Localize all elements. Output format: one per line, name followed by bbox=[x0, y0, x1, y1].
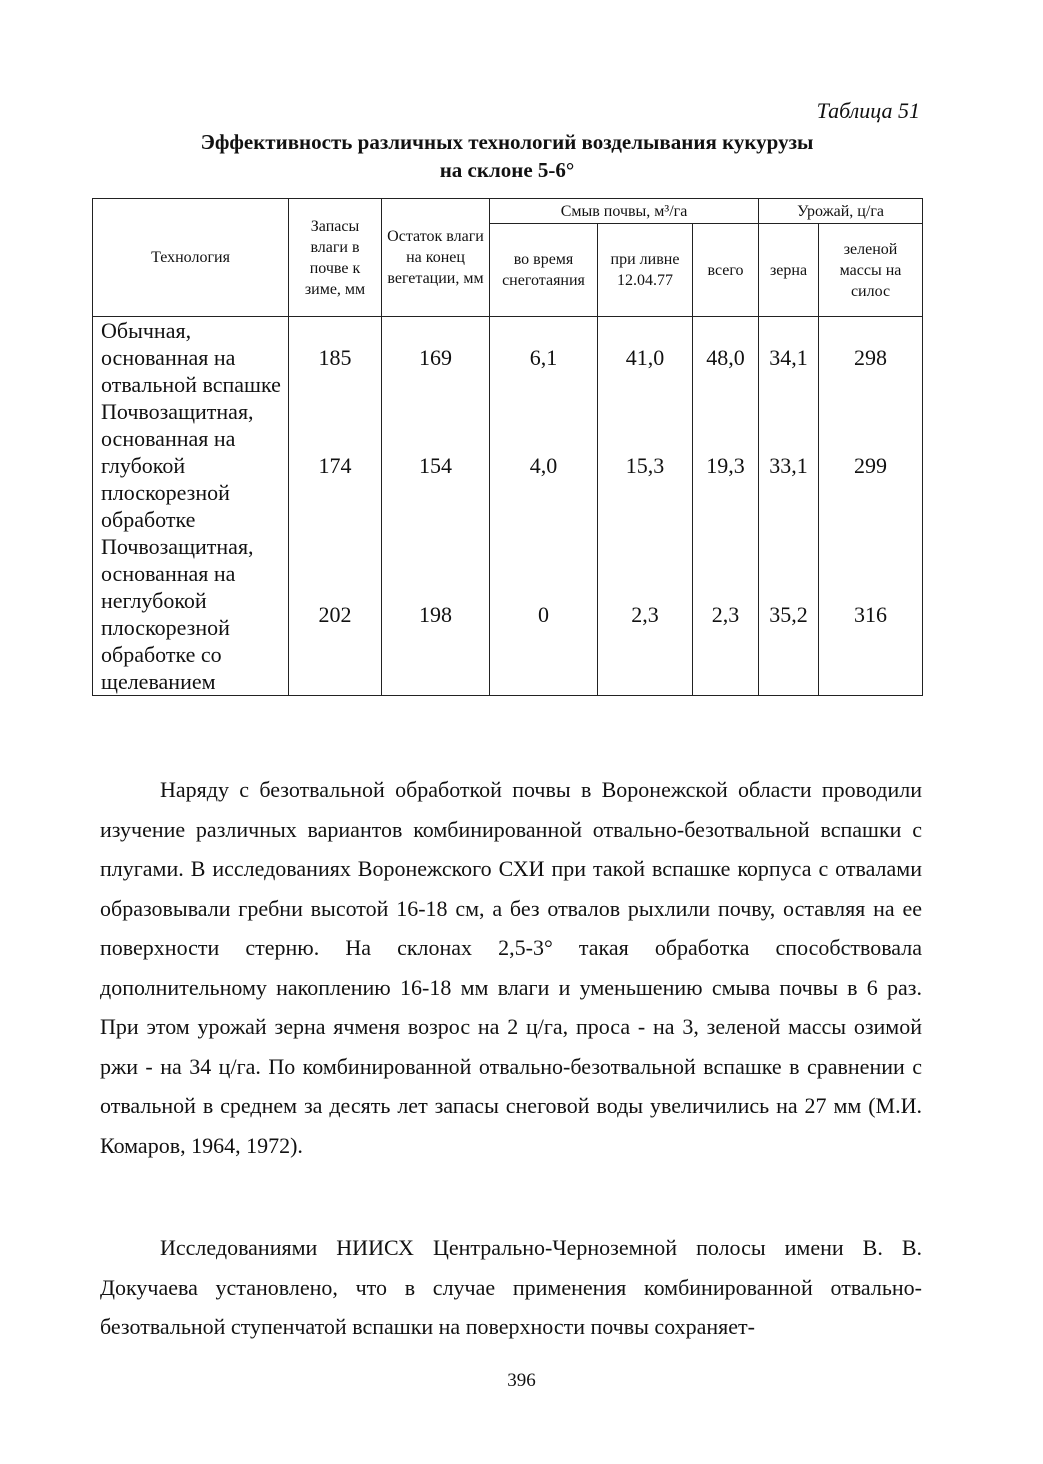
cell-moisture-end: 154 bbox=[382, 398, 490, 533]
header-yield-grain: зерна bbox=[759, 224, 819, 317]
page-number: 396 bbox=[507, 1370, 536, 1391]
body-paragraph-1 bbox=[100, 770, 922, 1165]
table-number-label: Таблица 51 bbox=[816, 98, 920, 123]
cell-moisture-winter: 174 bbox=[289, 398, 382, 533]
cell-moisture-winter: 185 bbox=[289, 317, 382, 399]
cell-moisture-end: 198 bbox=[382, 533, 490, 696]
header-erosion-group: Смыв почвы, м³/га bbox=[490, 199, 759, 224]
cell-yield-silage: 299 bbox=[819, 398, 923, 533]
header-moisture-end: Остаток влаги на конец вегетации, мм bbox=[382, 199, 490, 317]
header-yield-silage: зеленой массы на силос bbox=[819, 224, 923, 317]
cell-technology: Почвозащитная, основанная на глубокой плоскорезной обработке bbox=[93, 398, 289, 533]
header-erosion-rain: при ливне 12.04.77 bbox=[598, 224, 693, 317]
header-erosion-snowmelt: во время снеготаяния bbox=[490, 224, 598, 317]
cell-erosion-snowmelt: 0 bbox=[490, 533, 598, 696]
cell-erosion-rain: 2,3 bbox=[598, 533, 693, 696]
body-paragraph-2 bbox=[100, 1228, 922, 1347]
cell-yield-grain: 35,2 bbox=[759, 533, 819, 696]
cell-moisture-end: 169 bbox=[382, 317, 490, 399]
cell-erosion-total: 19,3 bbox=[693, 398, 759, 533]
cell-erosion-snowmelt: 4,0 bbox=[490, 398, 598, 533]
header-technology: Технология bbox=[93, 199, 289, 317]
cell-erosion-total: 48,0 bbox=[693, 317, 759, 399]
cell-technology: Почвозащитная, основанная на неглубокой плоскорезной обработке со щелеванием bbox=[93, 533, 289, 696]
table-row bbox=[93, 533, 923, 696]
table-title-line-2: на склоне 5-6° bbox=[439, 158, 575, 182]
cell-yield-silage: 298 bbox=[819, 317, 923, 399]
cell-erosion-total: 2,3 bbox=[693, 533, 759, 696]
header-yield-group: Урожай, ц/га bbox=[759, 199, 923, 224]
paragraph-text: Исследованиями НИИСХ Центрально-Черноземной полосы имени В. В. Докучаева установлено, что в случае применения комбинированной отвально-безотвальной ступенчатой вспашки на поверхности почвы сохраняет- bbox=[100, 1235, 922, 1339]
paragraph-text: Наряду с безотвальной обработкой почвы в Воронежской области проводили изучение различных вариантов комбинированной отвально-безотвальной вспашки с плугами. В исследованиях Воронежского СХИ при такой вспашке корпуса с отвалами образовывали гребни высотой 16-18 см, а без отвалов рыхлили почву, оставляя на ее поверхности стерню. На склонах 2,5-3° такая обработка способствовала дополнительному накоплению 16-18 мм влаги и уменьшению смыва почвы в 6 раз. При этом урожай зерна ячменя возрос на 2 ц/га, проса - на 3, зеленой массы озимой ржи - на 34 ц/га. По комбинированной отвально-безотвальной вспашке в сравнении с отвальной в среднем за десять лет запасы снеговой воды увеличились на 27 мм (М.И. Комаров, 1964, 1972). bbox=[100, 777, 922, 1158]
cell-yield-grain: 34,1 bbox=[759, 317, 819, 399]
cell-yield-grain: 33,1 bbox=[759, 398, 819, 533]
cell-yield-silage: 316 bbox=[819, 533, 923, 696]
cell-moisture-winter: 202 bbox=[289, 533, 382, 696]
table-title-line-1: Эффективность различных технологий возделывания кукурузы bbox=[200, 130, 814, 154]
header-erosion-total: всего bbox=[693, 224, 759, 317]
cell-technology: Обычная, основанная на отвальной вспашке bbox=[93, 317, 289, 399]
cell-erosion-rain: 41,0 bbox=[598, 317, 693, 399]
table-row bbox=[93, 398, 923, 533]
table-title bbox=[92, 128, 922, 184]
cell-erosion-rain: 15,3 bbox=[598, 398, 693, 533]
cell-erosion-snowmelt: 6,1 bbox=[490, 317, 598, 399]
technology-efficiency-table bbox=[92, 198, 923, 696]
table-row bbox=[93, 317, 923, 399]
header-moisture-winter: Запасы влаги в почве к зиме, мм bbox=[289, 199, 382, 317]
